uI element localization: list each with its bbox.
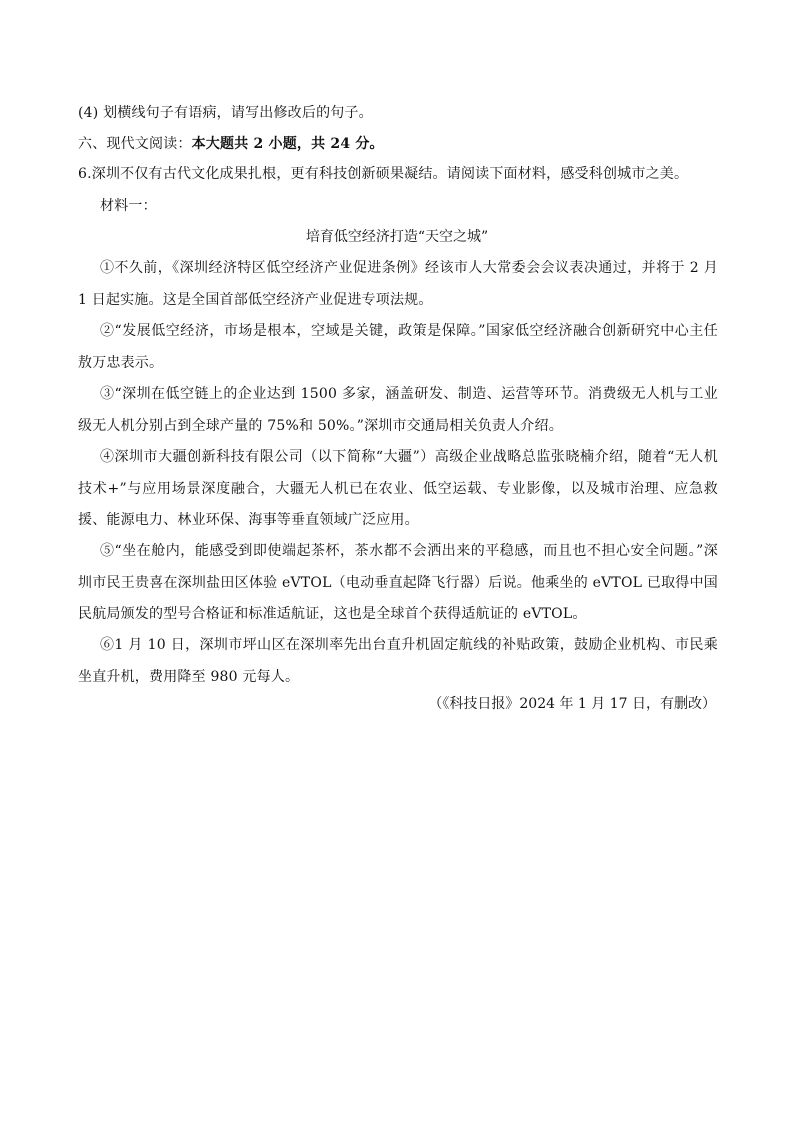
question-6-text: 6.深圳不仅有古代文化成果扎根，更有科技创新硕果凝结。请阅读下面材料，感受科创城市之美。 <box>78 166 689 182</box>
article-paragraph-4: ④深圳市大疆创新科技有限公司（以下简称“大疆”）高级企业战略总监张晓楠介绍，随着“无人机技术+”与应用场景深度融合，大疆无人机已在农业、低空运载、专业影像，以及城市治理、应急救援、能源电力、林业环保、海事等垂直领域广泛应用。 <box>78 449 718 528</box>
section-6-info: 本大题共 2 小题，共 24 分。 <box>191 136 384 152</box>
article-source: （《科技日报》2024 年 1 月 17 日，有删改） <box>428 696 716 712</box>
article-paragraph-1: ①不久前，《深圳经济特区低空经济产业促进条例》经该市人大常委会会议表决通过，并将于 2 月 1 日起实施。这是全国首部低空经济产业促进专项法规。 <box>78 260 718 308</box>
article-paragraph-3: ③“深圳在低空链上的企业达到 1500 多家，涵盖研发、制造、运营等环节。消费级无人机与工业级无人机分别占到全球产量的 75%和 50%。”深圳市交通局相关负责人介绍。 <box>78 386 718 434</box>
section-6-heading <box>78 135 384 153</box>
article-paragraph-6: ⑥1 月 10 日，深圳市坪山区在深圳率先出台直升机固定航线的补贴政策，鼓励企业机构、市民乘坐直升机，费用降至 980 元每人。 <box>78 637 718 685</box>
material-label: 材料一： <box>100 198 157 214</box>
article-title: 培育低空经济打造“天空之城” <box>305 229 489 245</box>
question-4-text: (4) 划横线句子有语病，请写出修改后的句子。 <box>78 105 373 121</box>
article-paragraph-2: ②“发展低空经济，市场是根本，空域是关键，政策是保障。”国家低空经济融合创新研究中心主任敖万忠表示。 <box>78 323 718 371</box>
section-6-prefix: 六、现代文阅读： <box>78 136 192 152</box>
article-paragraph-5: ⑤“坐在舱内，能感受到即使端起茶杯，茶水都不会洒出来的平稳感，而且也不担心安全问题。”深圳市民王贵喜在深圳盐田区体验 eVTOL（电动垂直起降飞行器）后说。他乘坐的 eVTOL 已取得中国民航局颁发的型号合格证和标准适航证，这也是全球首个获得适航证的 eVTOL。 <box>78 543 718 622</box>
